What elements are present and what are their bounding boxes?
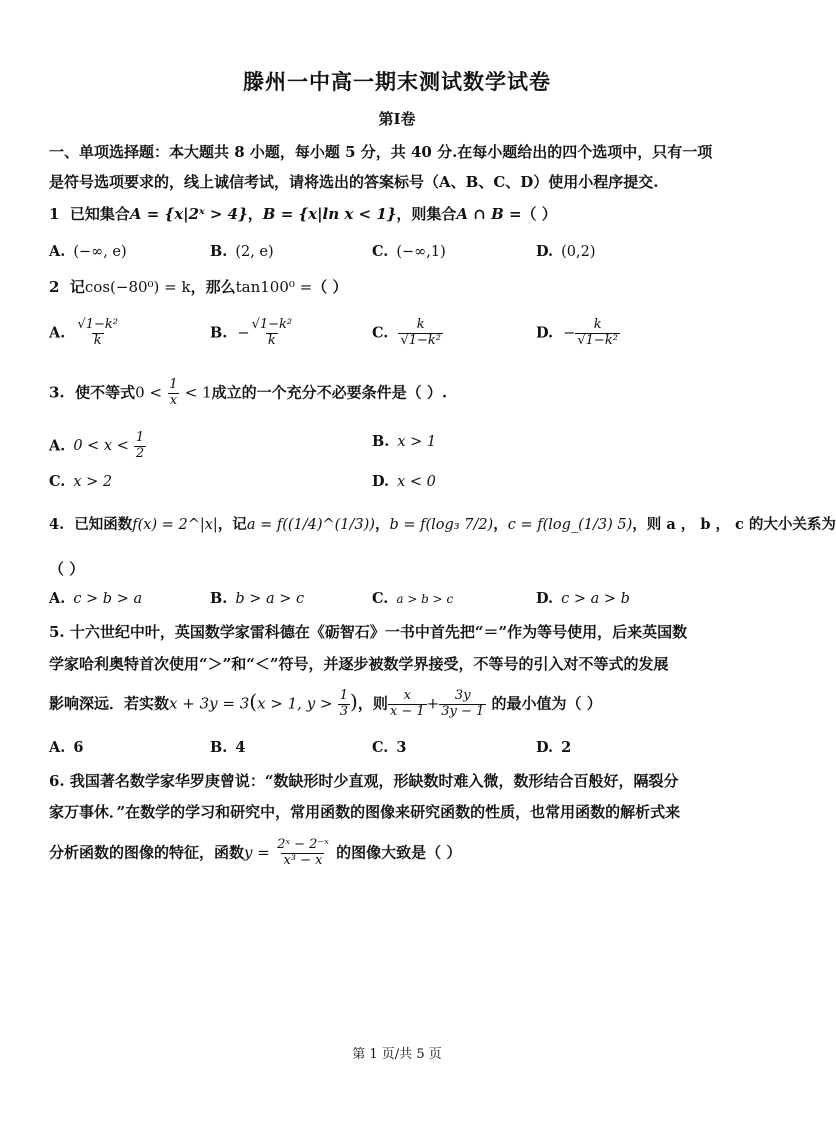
q6-fraction (275, 838, 331, 869)
option-sign: − (237, 325, 250, 342)
question-1 (49, 203, 557, 224)
option-value: (−∞,1) (396, 244, 446, 260)
q1-comma: ， (247, 205, 263, 223)
option-value: a > b > c (396, 592, 454, 606)
question-5-formula: 影响深远．若实数x + 3y = 3(x > 1, y > $\frac{1}{3}$ )，则 $\frac{x}{x - 1}$ + $\frac{3y}{3y - 1}$ 的最小值为（ ） (49, 688, 602, 719)
q6-pre: 分析函数的图像的特征，函数 (49, 843, 245, 862)
q2-option-b[interactable] (210, 318, 294, 349)
option-value: (−∞, e) (73, 244, 127, 260)
q4-option-d[interactable] (536, 590, 630, 607)
option-letter: B. (210, 324, 228, 342)
frac-denominator: 3 (339, 703, 349, 719)
option-value: 4 (235, 739, 246, 756)
q4-paren: （ ） (49, 560, 85, 578)
option-value: x > 1 (397, 434, 437, 450)
q2-mid: ，那么 (190, 278, 236, 296)
section-intro-line1: 一、单项选择题：本大题共 8 小题，每小题 5 分，共 40 分.在每小题给出的四个选项中，只有一项 (49, 143, 713, 161)
q1-post: ，则集合 (396, 205, 457, 223)
option-letter: A. (49, 739, 66, 756)
option-value: 2 (561, 739, 572, 756)
option-letter: C. (372, 590, 389, 607)
option-value: x > 2 (73, 474, 113, 490)
page-footer: 第 1 页/共 5 页 (352, 1047, 442, 1062)
frac-denominator: 3y − 1 (441, 703, 485, 719)
option-letter: B. (210, 739, 228, 756)
option-letter: B. (372, 433, 390, 450)
q5-pre: 影响深远．若实数 (49, 694, 170, 713)
page-title: 滕州一中高一期末测试数学试卷 (243, 69, 551, 94)
option-value: 0 < x < (73, 438, 129, 455)
frac-denominator: x³ − x (283, 852, 323, 868)
frac-numerator: 1 (135, 430, 145, 445)
q4-note: ，记 (217, 516, 247, 533)
option-value: b > a > c (235, 591, 305, 607)
q3-pre: 使不等式 (75, 383, 136, 402)
q3-expr-left: 0 < (135, 383, 163, 402)
q1-set-b: B = {x|ln x < 1} (262, 205, 397, 223)
q1-option-b[interactable] (210, 243, 274, 260)
q5-condition-fraction (338, 689, 350, 720)
q1-pre: 已知集合 (69, 205, 130, 223)
q5-line1: 5. 十六世纪中叶，英国数学家雷科德在《砺智石》一书中首先把“＝”作为等号使用，后来英国数 (49, 623, 688, 641)
option-letter: A. (49, 243, 66, 260)
q2-option-c[interactable] (372, 318, 443, 349)
q1-option-d[interactable] (536, 243, 595, 260)
q4-post: ，则 a ， b ， c 的大小关系为 (632, 516, 836, 533)
q5-mid: ，则 (357, 694, 388, 713)
option-value: 3 (396, 739, 407, 756)
option-letter: C. (372, 243, 389, 260)
option-letter: C. (372, 324, 389, 342)
q2-expr2: tan100⁰ = (235, 278, 313, 296)
q3-option-d[interactable] (372, 473, 436, 490)
q4-a: a = f((1/4)^(1/3)) (246, 517, 375, 533)
q4-option-b[interactable] (210, 590, 304, 607)
frac-numerator: √1−k² (251, 317, 293, 332)
q5-option-b[interactable] (210, 739, 245, 756)
option-value: c > a > b (561, 591, 630, 607)
option-fraction (250, 318, 295, 349)
q3-fraction (167, 378, 179, 409)
q4-pre: 已知函数 (74, 516, 133, 533)
q3-post: 成立的一个充分不必要条件是（ ）. (211, 383, 448, 402)
frac-numerator: k (416, 317, 425, 332)
frac-denominator: √1−k² (400, 332, 441, 348)
option-value: 6 (73, 739, 84, 756)
q1-option-a[interactable] (49, 243, 127, 260)
q4-option-c[interactable] (372, 590, 453, 607)
q5-plus: + (426, 694, 440, 713)
q1-set-a: A = {x|2ˣ > 4} (129, 205, 248, 223)
q6-y: y = (244, 843, 270, 862)
frac-numerator: √1−k² (77, 317, 118, 332)
option-letter: B. (210, 243, 228, 260)
frac-denominator: x (169, 392, 178, 408)
option-letter: B. (210, 590, 228, 607)
frac-numerator: 1 (339, 688, 349, 703)
q1-paren: （ ） (521, 205, 557, 223)
option-fraction (75, 318, 120, 349)
q5-option-a[interactable] (49, 739, 83, 756)
q5-option-d[interactable] (536, 739, 571, 756)
q3-option-a[interactable] (49, 431, 146, 462)
q2-option-d[interactable] (536, 318, 620, 349)
section-intro-line2: 是符号选项要求的，线上诚信考试，请将选出的答案标号（A、B、C、D）使用小程序提交. (49, 173, 659, 191)
q2-paren: （ ） (312, 278, 348, 296)
option-sign: − (563, 325, 576, 342)
q3-expr-right: < 1 (184, 383, 212, 402)
frac-denominator: k (93, 332, 102, 348)
section-subtitle: 第Ⅰ卷 (378, 110, 416, 128)
option-fraction (398, 318, 443, 349)
option-letter: C. (372, 739, 389, 756)
q2-pre: 记 (69, 278, 85, 296)
q6-post: 的图像大致是（ ） (336, 843, 462, 862)
q5-post: 的最小值为（ ） (491, 694, 602, 713)
option-letter: A. (49, 590, 66, 607)
option-value: c > b > a (73, 591, 143, 607)
q5-fraction-1 (388, 689, 427, 720)
option-value: x < 0 (397, 474, 436, 490)
frac-denominator: k (267, 332, 276, 348)
frac-numerator: 2ˣ − 2⁻ˣ (277, 837, 329, 852)
option-letter: D. (536, 739, 554, 756)
q4-option-a[interactable] (49, 590, 142, 607)
frac-numerator: 3y (454, 688, 471, 703)
q1-option-c[interactable] (372, 243, 446, 260)
q5-condition: x > 1, y > (257, 694, 333, 713)
q5-constraint: x + 3y = 3 (169, 694, 250, 713)
q4-function: f(x) = 2^|x| (132, 517, 218, 533)
q6-line2: 家万事休．”在数学的学习和研究中，常用函数的图像来研究函数的性质，也常用函数的解析式来 (49, 803, 681, 821)
q2-number: 2 (49, 278, 60, 296)
option-fraction (134, 431, 146, 462)
frac-numerator: 1 (169, 377, 178, 392)
q3-option-c[interactable] (49, 473, 112, 490)
option-value: (0,2) (561, 244, 596, 260)
frac-denominator: 2 (135, 445, 145, 461)
q4-c: c = f(log_(1/3) 5) (507, 517, 633, 533)
q3-option-b[interactable] (372, 433, 436, 450)
option-letter: D. (536, 590, 554, 607)
option-value: (2, e) (235, 244, 274, 260)
frac-denominator: x − 1 (389, 703, 425, 719)
option-letter: A. (49, 324, 66, 342)
option-letter: C. (49, 473, 66, 490)
q2-expr1: cos(−80⁰) = k (84, 278, 191, 296)
q1-number: 1 (49, 205, 60, 223)
q5-fraction-2 (439, 689, 486, 720)
q6-line1: 6. 我国著名数学家华罗庚曾说：“数缺形时少直观，形缺数时难入微，数形结合百般好，隔裂分 (49, 772, 679, 790)
option-letter: D. (372, 473, 390, 490)
frac-numerator: x (403, 688, 411, 703)
q5-option-c[interactable] (372, 739, 406, 756)
frac-numerator: k (593, 317, 602, 332)
option-letter: A. (49, 437, 66, 455)
q1-expr: A ∩ B = (456, 205, 522, 223)
question-3 (49, 378, 447, 409)
option-letter: D. (536, 243, 554, 260)
q3-number: 3. (49, 383, 65, 402)
q5-line2: 学家哈利奥特首次使用“＞”和“＜”符号，并逐步被数学界接受，不等号的引入对不等式的发展 (49, 655, 669, 673)
q2-option-a[interactable] (49, 318, 120, 349)
q4-number: 4. (49, 516, 65, 533)
q4-b: b = f(log₃ 7/2) (389, 517, 494, 533)
option-letter: D. (536, 324, 554, 342)
question-2 (49, 276, 347, 297)
question-6-formula (49, 838, 461, 869)
frac-denominator: √1−k² (577, 332, 618, 348)
question-4: 4. 已知函数f(x) = 2^|x|，记a = f((1/4)^(1/3))，b = f(log₃ 7/2)，c = f(log_(1/3) 5)，则 a ， b ， c 的大小关系为 (49, 516, 836, 533)
option-fraction (575, 318, 620, 349)
